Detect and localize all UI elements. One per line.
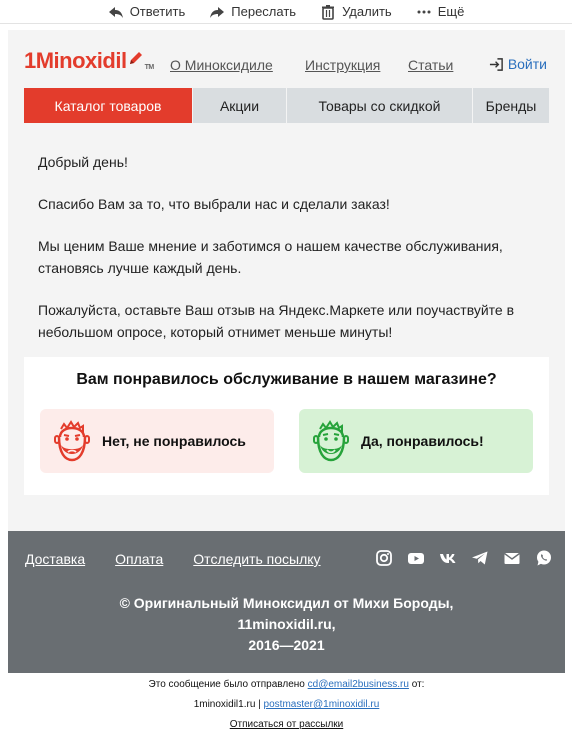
copyright-line-2: 11minoxidil.ru, — [237, 616, 336, 632]
copyright-line-1: © Оригинальный Миноксидил от Михи Бороды, — [119, 595, 454, 611]
brand-logo[interactable] — [24, 48, 154, 74]
sent-email-link[interactable]: cd@email2business.ru — [307, 679, 409, 690]
more-label: Ещё — [437, 4, 465, 19]
from-email-link[interactable]: postmaster@1minoxidil.ru — [263, 699, 380, 710]
unsubscribe-link[interactable]: Отписаться от рассылки — [229, 719, 344, 730]
nav-item-discounts[interactable]: Товары со скидкой — [287, 88, 473, 123]
copyright-line-3: 2016—2021 — [248, 637, 325, 653]
header-link-instructions[interactable]: Инструкция — [305, 57, 381, 73]
sent-info — [8, 675, 565, 695]
email-footer — [8, 531, 565, 673]
more-dots-icon — [416, 4, 432, 20]
header-link-articles[interactable]: Статьи — [408, 57, 454, 73]
bearded-face-red-icon — [52, 419, 92, 463]
social-links — [375, 549, 553, 567]
nav-item-brands[interactable]: Бренды — [485, 97, 537, 114]
footer-links — [25, 551, 321, 567]
instagram-icon[interactable] — [375, 549, 393, 567]
more-button[interactable] — [416, 4, 465, 20]
value-text: Мы ценим Ваше мнение и заботимся о нашем качестве обслуживания, становясь лучше каждый день. — [38, 238, 503, 276]
login-icon — [489, 57, 504, 72]
system-footer — [8, 673, 565, 735]
reply-icon — [108, 4, 124, 20]
greeting-text: Добрый день! — [38, 154, 128, 170]
sent-prefix: Это сообщение было отправлено — [148, 679, 305, 690]
telegram-icon[interactable] — [471, 549, 489, 567]
whatsapp-icon[interactable] — [535, 549, 553, 567]
vk-icon[interactable] — [439, 549, 457, 567]
forward-label: Переслать — [231, 4, 297, 19]
nav-item-promotions[interactable]: Акции — [193, 88, 287, 123]
trash-icon — [320, 4, 336, 20]
login-label: Войти — [507, 56, 547, 72]
delete-button[interactable] — [320, 4, 392, 20]
footer-link-tracking[interactable]: Отследить посылку — [193, 551, 321, 567]
logo-text: 1Minoxidil — [24, 48, 127, 73]
review-request-text: Пожалуйста, оставьте Ваш отзыв на Яндекс.Маркете или поучаствуйте в небольшом опросе, который отнимет меньше минуты! — [38, 302, 515, 340]
from-site: 1minoxidil1.ru | — [193, 699, 261, 710]
delete-label: Удалить — [342, 4, 392, 19]
forward-button[interactable] — [209, 4, 296, 20]
mail-toolbar — [0, 0, 572, 24]
logo-trademark: TM — [144, 64, 154, 71]
nav-item-catalog[interactable]: Каталог товаров — [24, 88, 193, 123]
catalog-nav — [24, 88, 549, 123]
sent-suffix: от: — [411, 679, 425, 690]
thanks-text: Спасибо Вам за то, что выбрали нас и сделали заказ! — [38, 196, 390, 212]
reply-button[interactable] — [108, 4, 186, 20]
survey-choices — [40, 409, 533, 473]
dislike-button[interactable] — [40, 409, 274, 473]
email-card — [8, 30, 565, 673]
reply-label: Ответить — [129, 4, 186, 19]
copyright — [8, 593, 565, 656]
pencil-logo-icon — [128, 50, 144, 66]
survey-title: Вам понравилось обслуживание в нашем магазине? — [76, 371, 497, 388]
bearded-face-green-icon — [311, 419, 351, 463]
mail-icon[interactable] — [503, 549, 521, 567]
footer-link-delivery[interactable]: Доставка — [25, 551, 86, 567]
from-info — [8, 695, 565, 715]
forward-icon — [209, 4, 225, 20]
email-header — [8, 30, 565, 88]
login-link[interactable] — [489, 56, 547, 72]
header-link-about[interactable]: О Миноксидиле — [170, 57, 273, 73]
email-body — [8, 30, 565, 735]
message-text — [8, 123, 565, 343]
youtube-icon[interactable] — [407, 549, 425, 567]
footer-link-payment[interactable]: Оплата — [115, 551, 164, 567]
feedback-survey — [24, 357, 549, 495]
dislike-label: Нет, не понравилось — [102, 433, 246, 449]
like-button[interactable] — [299, 409, 533, 473]
like-label: Да, понравилось! — [361, 433, 484, 449]
